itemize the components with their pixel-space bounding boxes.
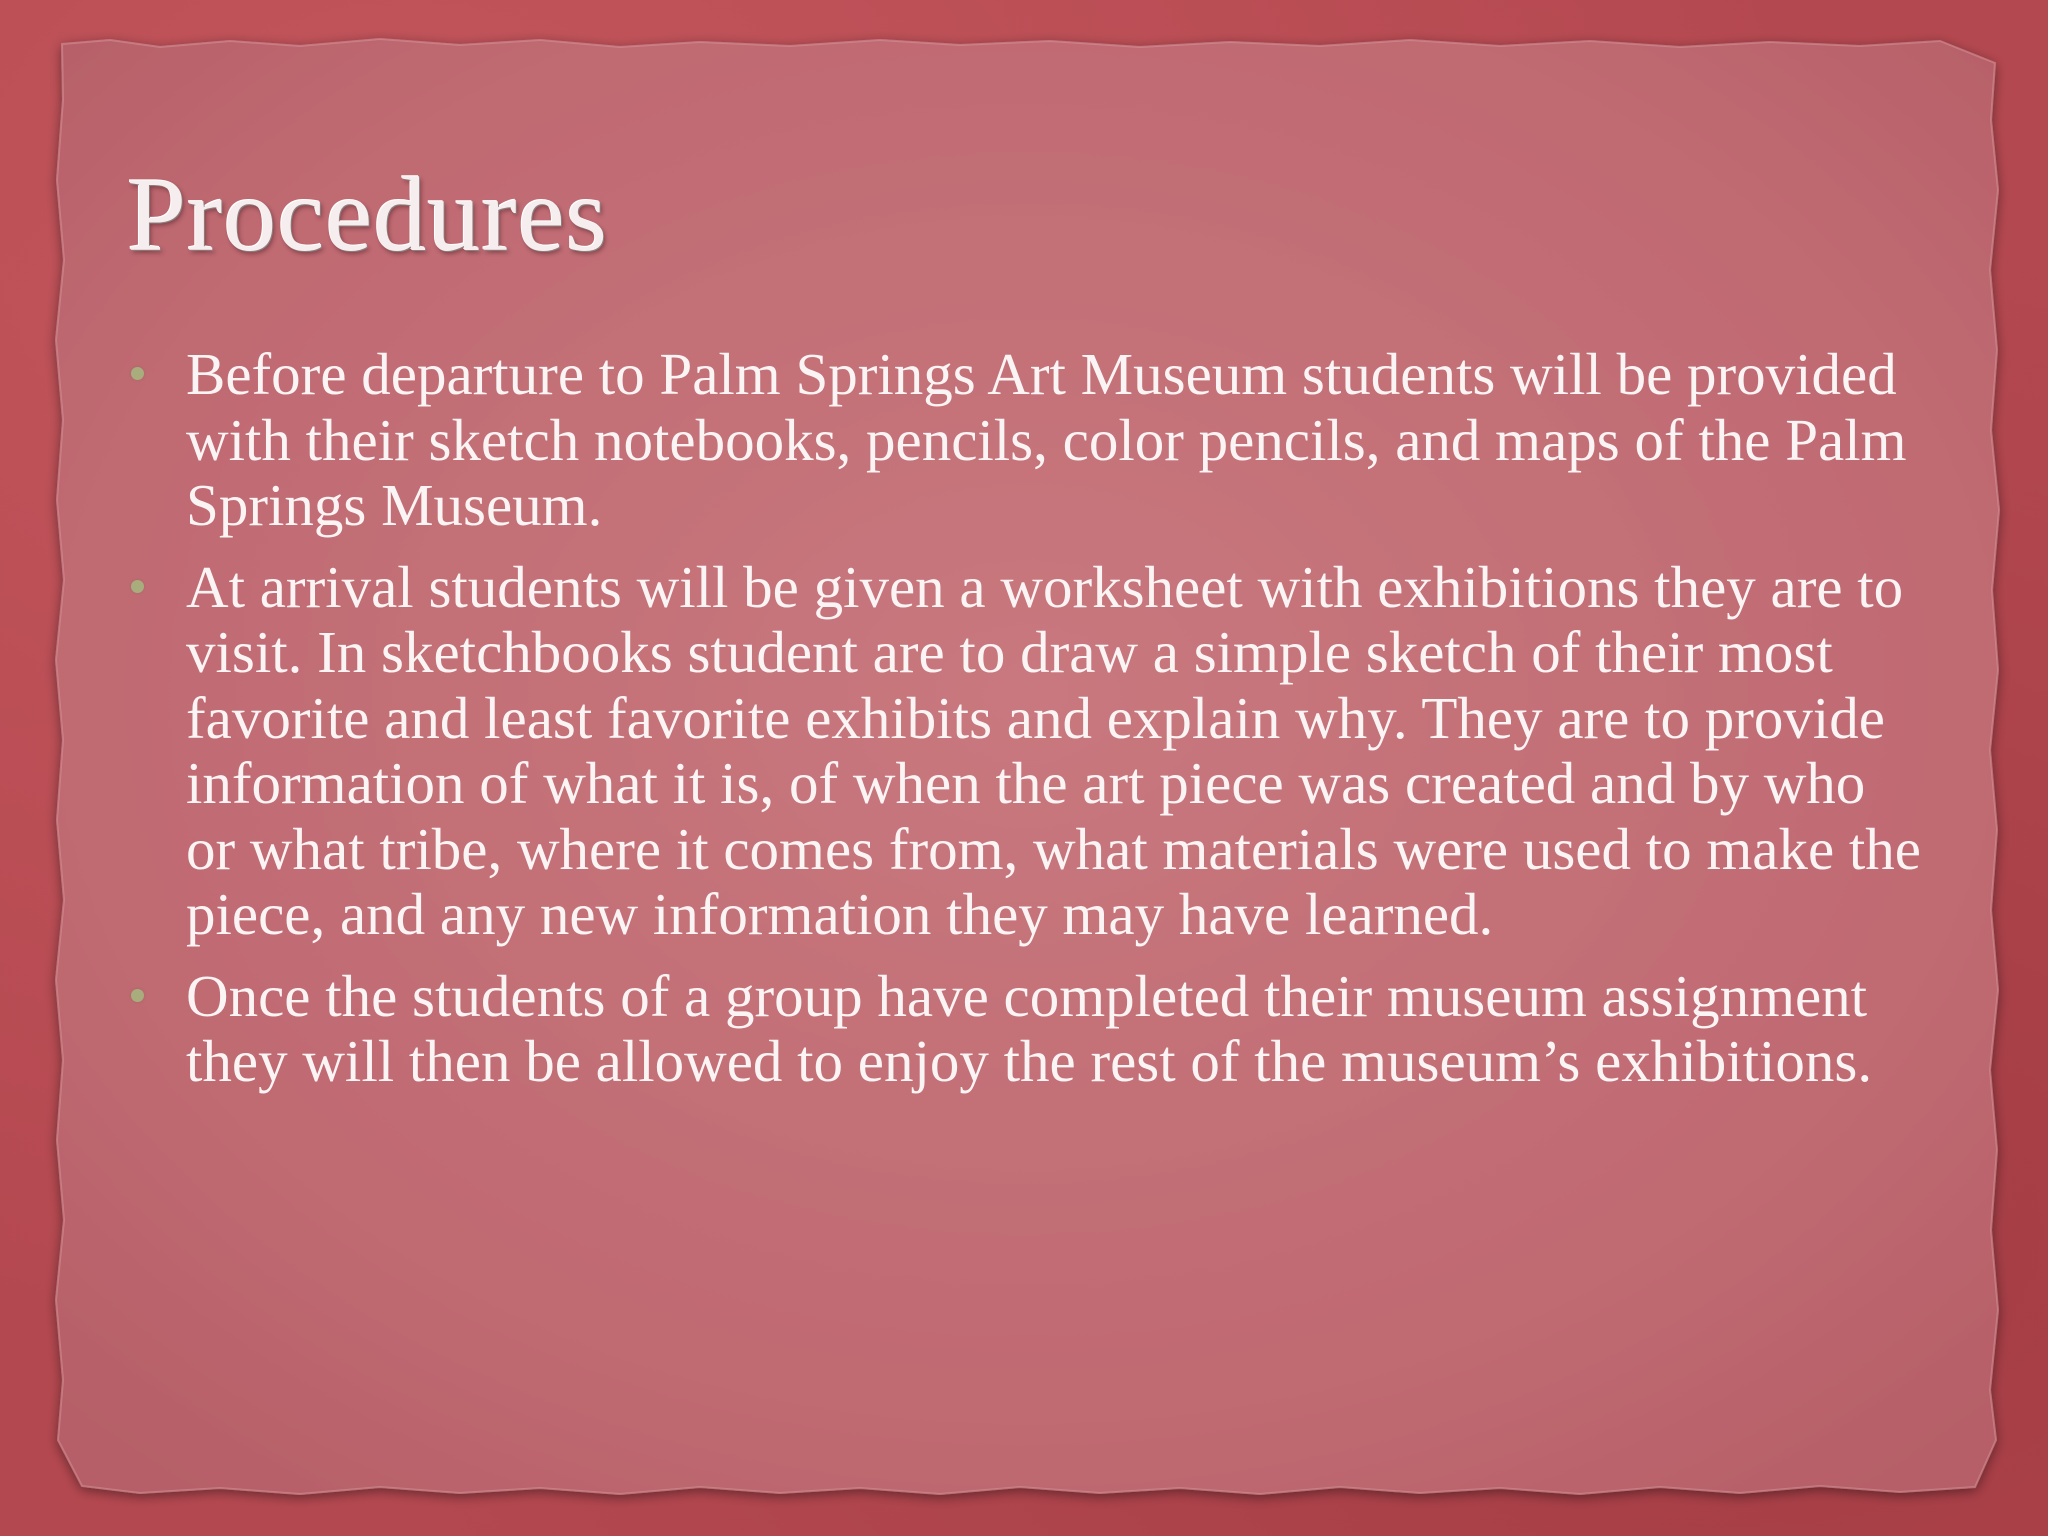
bullet-dot-icon — [131, 989, 144, 1002]
bullet-list — [128, 342, 1928, 1111]
bullet-item — [128, 964, 1928, 1095]
bullet-text: Once the students of a group have completed their museum assignment they will then be allowed to enjoy the rest of the museum’s exhibitions. — [186, 962, 1873, 1094]
bullet-dot-icon — [131, 367, 144, 380]
slide-title: Procedures — [127, 156, 608, 273]
bullet-item — [128, 555, 1928, 948]
bullet-text: At arrival students will be given a worksheet with exhibitions they are to visit. In sketchbooks student are to draw a simple sketch of their most favorite and least favorite exhibits and explain why. They are to provide information of what it is, of when the art piece was created and by who or what tribe, where it comes from, what materials were used to make the piece, and any new information they may have learned. — [186, 553, 1921, 947]
bullet-text: Before departure to Palm Springs Art Museum students will be provided with their sketch notebooks, pencils, color pencils, and maps of the Palm Springs Museum. — [186, 341, 1907, 538]
bullet-dot-icon — [131, 580, 144, 593]
bullet-item — [128, 342, 1928, 539]
